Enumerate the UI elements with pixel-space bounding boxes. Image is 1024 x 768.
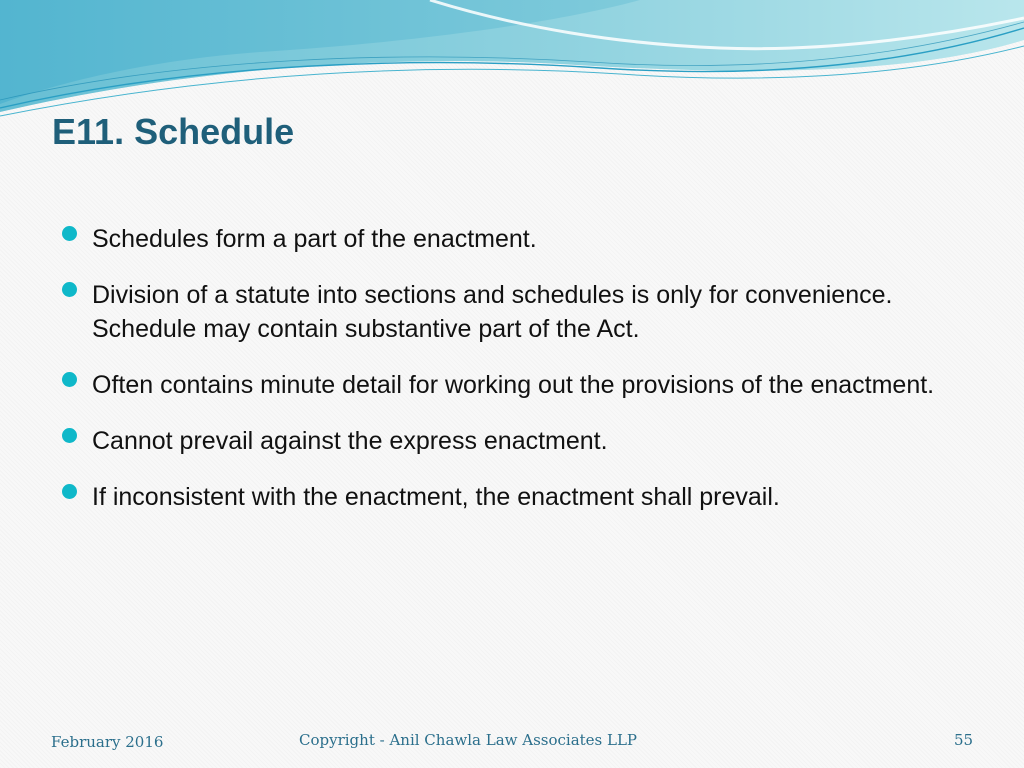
- bullet-item: [60, 278, 960, 346]
- bullet-text: Often contains minute detail for working out the provisions of the enactment.: [92, 371, 935, 399]
- bullet-text: Schedules form a part of the enactment.: [92, 225, 537, 253]
- bullet-item: [60, 480, 960, 514]
- bullet-item: [60, 368, 960, 402]
- slide-title: E11. Schedule: [52, 111, 295, 152]
- header-wave-decoration: [0, 0, 1024, 125]
- bullet-dot-icon: [62, 226, 77, 241]
- footer-copyright: Copyright - Anil Chawla Law Associates LLP: [299, 731, 638, 749]
- bullet-list: [60, 222, 960, 536]
- bullet-item: [60, 424, 960, 458]
- footer-page-number: 55: [954, 731, 974, 749]
- bullet-dot-icon: [62, 372, 77, 387]
- bullet-dot-icon: [62, 484, 77, 499]
- bullet-dot-icon: [62, 282, 77, 297]
- bullet-text: If inconsistent with the enactment, the enactment shall prevail.: [92, 483, 780, 511]
- bullet-text: Division of a statute into sections and schedules is only for convenience. Schedule may contain substantive part of the Act.: [92, 281, 893, 343]
- footer-date: February 2016: [51, 733, 164, 751]
- bullet-item: [60, 222, 960, 256]
- bullet-dot-icon: [62, 428, 77, 443]
- bullet-text: Cannot prevail against the express enactment.: [92, 427, 608, 455]
